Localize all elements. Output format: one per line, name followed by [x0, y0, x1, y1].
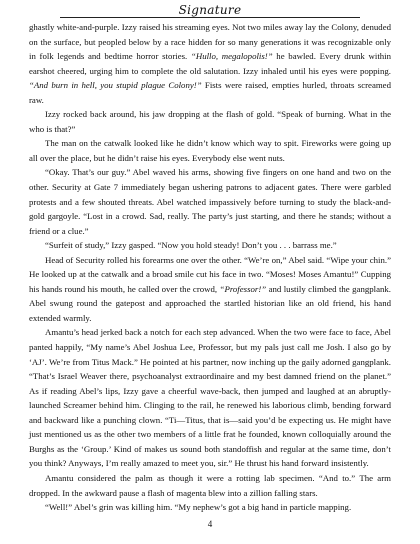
paragraph: Izzy rocked back around, his jaw dropping at the flash of gold. “Speak of burning. What in the who is that?” [29, 109, 391, 134]
header-rule [60, 17, 360, 18]
paragraph: Amantu’s head jerked back a notch for each step advanced. When the two were face to face, Abel panted happily, “My name’s Abel Joshua Lee, Professor, but my pals just call me Josh. I also go by ‘AJ’. We’re from Titus Mack.” He pointed at his partner, now inching up the gaily adorned gangplank. “That’s Israel Weaver there, psychoanalyst extraordinaire and my best damned friend on the planet.” As if reading Abel’s lips, Izzy gave a cheerful wave-back, then jumped and laughed at an abruptly-launched Screamer behind him. Clinging to the rail, he renewed his laborious climb, bending forward and backward like a punching clown. “Ti—Titus, that is—said you’d be expecting us. He might have just mentioned us as the other two members of a little frat he founded, known colloquially around the Burghs as the ‘Group.’ Kind of makes us sound both standoffish and regular at the same time, don’t you think? Anyways, I’m really amazed to meet you, sir.” He thrust his hand forward insistently. [29, 327, 391, 469]
paragraph: Amantu considered the palm as though it were a rotting lab specimen. “And to.” The arm dropped. In the awkward pause a flash of magenta blew into a zillion falling stars. [29, 472, 391, 498]
paragraph: ghastly white-and-purple. Izzy raised his streaming eyes. Not two miles away lay the Colony, denuded on the surface, but peopled below by a race hidden for so many generations it was recognizable only in folk legends and bedtime horror stories. “Hullo, megalopolis!” he bawled. Every drunk within earshot cheered, urging him to complete the old salutation. Izzy inhaled until his eyes were popping. “And burn in hell, you stupid plague Colony!” Fists were raised, empties hurled, throats screamed raw. [29, 22, 392, 105]
page-number: 4 [207, 519, 213, 529]
paragraph: The man on the catwalk looked like he didn’t know which way to spit. Fireworks were going up all over the place, but he didn’t raise his eyes. Everybody else went nuts. [29, 138, 391, 163]
italic-text: “And burn in hell, you stupid plague Colony!” [29, 80, 202, 91]
italic-text: “Hullo, megalopolis!” [190, 51, 273, 62]
paragraph: Head of Security rolled his forearms one over the other. “We’re on,” Abel said. “Wipe your chin.” He looked up at the catwalk and a broad smile cut his face in two. “Moses! Moses Amantu!” Cupping his hands round his mouth, he called over the crowd, “Professor!” and lustily climbed the gangplank. Abel swung round the gatepost and approached the startled historian like an old friend, his hand extended warmly. [29, 254, 391, 323]
italic-text: “Professor!” [219, 283, 267, 294]
paragraph: “Okay. That’s our guy.” Abel waved his arms, showing five fingers on one hand and two on the other. Security at Gate 7 immediately began ushering patrons to adjacent gates. There were garbled protests and a few shouted threats. Abel watched impassively before turning to study the black-and-gold gargoyle. “Lost in a crowd. Sad, really. The party’s just starting, and there he stands; without a friend or a clue.” [29, 167, 391, 236]
running-header: Signature [178, 3, 242, 17]
body-text [29, 20, 391, 515]
paragraph: “Well!” Abel’s grin was killing him. “My nephew’s got a big hand in particle mapping. [45, 502, 352, 513]
paragraph: “Surfeit of study,” Izzy gasped. “Now you hold steady! Don’t you . . . barrass me.” [45, 240, 337, 251]
